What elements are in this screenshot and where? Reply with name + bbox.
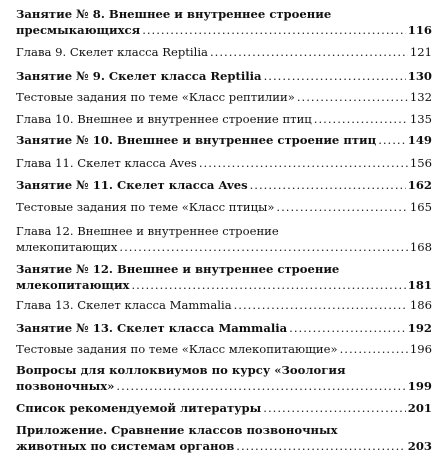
toc-entry-title: Занятие № 10. Внешнее и внутреннее строение птиц [16,133,377,147]
toc-page-number: 203 [407,439,432,453]
toc-entry-title: млекопитающих [16,278,130,292]
toc-entry-line [16,68,432,84]
toc-entry-line [16,438,432,454]
toc-entry-line [16,422,432,438]
toc-entry-line [16,239,432,255]
toc-page-number: 201 [407,401,432,415]
toc-page-number: 181 [407,278,432,292]
toc-page-number: 130 [407,69,432,83]
toc-entry-line [16,111,432,127]
toc-entry [16,422,432,454]
toc-entry-line [16,44,432,60]
dot-leader [314,111,408,127]
toc-entry [16,44,432,60]
toc-entry [16,320,432,336]
toc-entry-line [16,320,432,336]
toc-entry [16,362,432,394]
dot-leader [131,277,405,293]
toc-entry-title: Занятие № 12. Внешнее и внутреннее строение [16,262,340,276]
dot-leader [199,155,408,171]
dot-leader [264,68,406,84]
toc-entry-line [16,261,432,277]
toc-entry-title: Список рекомендуемой литературы [16,401,262,415]
dot-leader [116,378,405,394]
toc-entry-title: Занятие № 9. Скелет класса Reptilia [16,69,262,83]
toc-entry [16,6,432,38]
toc-entry-line [16,22,432,38]
toc-entry [16,177,432,193]
dot-leader [263,400,406,416]
toc-page-number: 168 [409,240,432,254]
toc-entry-line [16,132,432,148]
toc-entry-title: позвоночных» [16,379,115,393]
toc-entry-line [16,400,432,416]
dot-leader [250,177,406,193]
dot-leader [236,438,406,454]
toc-entry [16,155,432,171]
toc-entry-title: млекопитающих [16,240,118,254]
toc-entry [16,132,432,148]
toc-entry-line [16,341,432,357]
toc-page-number: 135 [409,112,432,126]
toc-entry-title: Занятие № 13. Скелет класса Mammalia [16,321,288,335]
toc-entry-line [16,297,432,313]
toc-page-number: 132 [409,90,432,104]
toc-entry-line [16,223,432,239]
toc-entry [16,199,432,215]
toc-entry-line [16,155,432,171]
dot-leader [210,44,408,60]
toc-entry-title: Глава 13. Скелет класса Mammalia [16,298,232,312]
dot-leader [297,89,408,105]
toc-page-number: 196 [409,342,432,356]
toc-page-number: 165 [409,200,432,214]
toc-entry [16,111,432,127]
toc-page-number: 116 [407,23,432,37]
dot-leader [289,320,406,336]
toc-entry-line [16,378,432,394]
toc-entry [16,341,432,357]
toc-entry-line [16,362,432,378]
toc-entry-title: Приложение. Сравнение классов позвоночных [16,423,338,437]
toc-page-number: 186 [409,298,432,312]
toc-entry [16,261,432,293]
toc-entry-title: Тестовые задания по теме «Класс млекопитающие» [16,342,338,356]
dot-leader [119,239,407,255]
toc-page-number: 199 [407,379,432,393]
dot-leader [142,22,406,38]
toc-entry-line [16,89,432,105]
toc-entry-title: Вопросы для коллоквиумов по курсу «Зоология [16,363,346,377]
toc-entry [16,89,432,105]
dot-leader [340,341,408,357]
dot-leader [378,132,406,148]
toc-entry-line [16,6,432,22]
toc-page-number: 121 [409,45,432,59]
dot-leader [276,199,407,215]
toc-entry-title: Глава 12. Внешнее и внутреннее строение [16,224,279,238]
toc-entry-title: пресмыкающихся [16,23,141,37]
toc-entry-title: Занятие № 11. Скелет класса Aves [16,178,248,192]
toc-entry [16,68,432,84]
toc-entry-title: Глава 11. Скелет класса Aves [16,156,197,170]
toc-entry-line [16,177,432,193]
toc-entry [16,400,432,416]
toc-page-number: 149 [407,133,432,147]
toc-entry-title: Занятие № 8. Внешнее и внутреннее строение [16,7,332,21]
toc-entry-title: Тестовые задания по теме «Класс птицы» [16,200,275,214]
toc-entry-title: Глава 10. Внешнее и внутреннее строение птиц [16,112,312,126]
toc-entry [16,223,432,255]
toc-entry-title: Тестовые задания по теме «Класс рептилии» [16,90,295,104]
toc-entry-title: Глава 9. Скелет класса Reptilia [16,45,208,59]
toc-page-number: 156 [409,156,432,170]
toc-page-number: 192 [407,321,432,335]
toc-entry [16,297,432,313]
toc-entry-line [16,199,432,215]
toc-entry-line [16,277,432,293]
toc-entry-title: животных по системам органов [16,439,235,453]
dot-leader [234,297,408,313]
toc-page-number: 162 [407,178,432,192]
